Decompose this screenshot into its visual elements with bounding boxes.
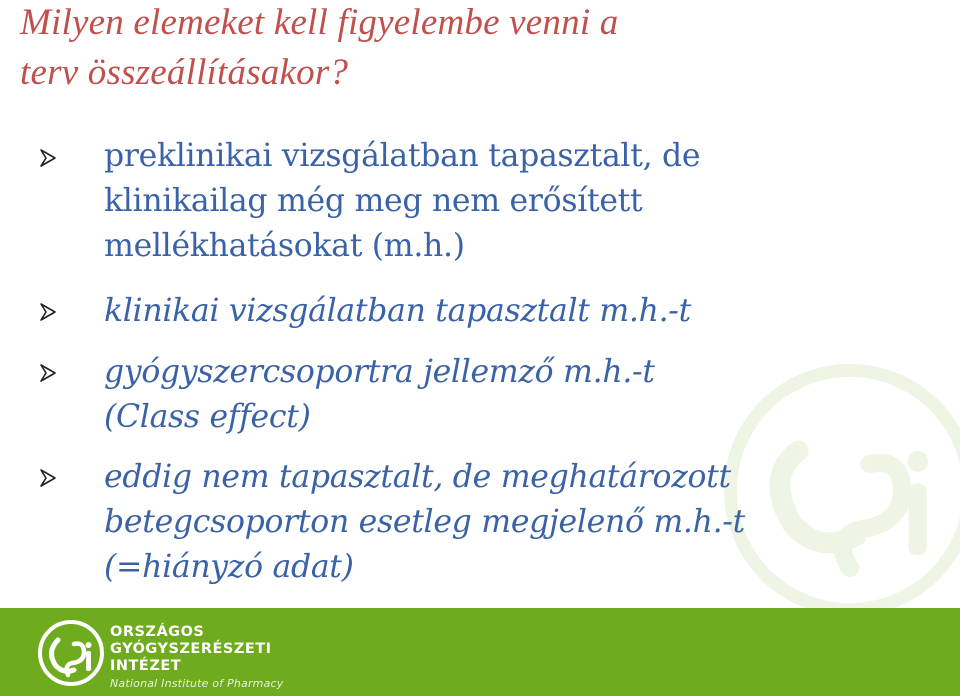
org-line-1: ORSZÁGOS [110, 624, 205, 640]
bullet-line: gyógyszercsoportra jellemző m.h.-t [104, 354, 655, 390]
org-line-4: National Institute of Pharmacy [110, 677, 284, 690]
bullet-line: klinikailag még meg nem erősített [104, 183, 643, 219]
org-line-3: INTÉZET [110, 658, 182, 674]
arrow-bullet-icon [38, 148, 58, 168]
bullet-line: betegcsoporton esetleg megjelenő m.h.-t [104, 504, 746, 540]
bullet-line: klinikai vizsgálatban tapasztalt m.h.-t [104, 293, 692, 329]
bullet-line: mellékhatásokat (m.h.) [104, 228, 465, 264]
bullet-text [104, 134, 894, 269]
ogyi-logo-icon [36, 618, 106, 688]
org-line-2: GYÓGYSZERÉSZETI [110, 641, 272, 657]
bullet-text [104, 455, 894, 590]
slide-title [20, 0, 950, 98]
bullet-text [104, 289, 894, 334]
bullet-line: eddig nem tapasztalt, de meghatározott [104, 459, 731, 495]
arrow-bullet-icon [38, 363, 58, 383]
bullet-line: preklinikai vizsgálatban tapasztalt, de [104, 138, 701, 174]
title-line-2: terv összeállításakor? [20, 52, 349, 93]
organization-name [110, 624, 284, 692]
bullet-line: (=hiányzó adat) [104, 549, 354, 585]
title-line-1: Milyen elemeket kell figyelembe venni a [20, 2, 619, 43]
arrow-bullet-icon [38, 302, 58, 322]
footer-bar [0, 608, 960, 696]
bullet-text [104, 350, 894, 440]
arrow-bullet-icon [38, 468, 58, 488]
bullet-line: (Class effect) [104, 399, 311, 435]
